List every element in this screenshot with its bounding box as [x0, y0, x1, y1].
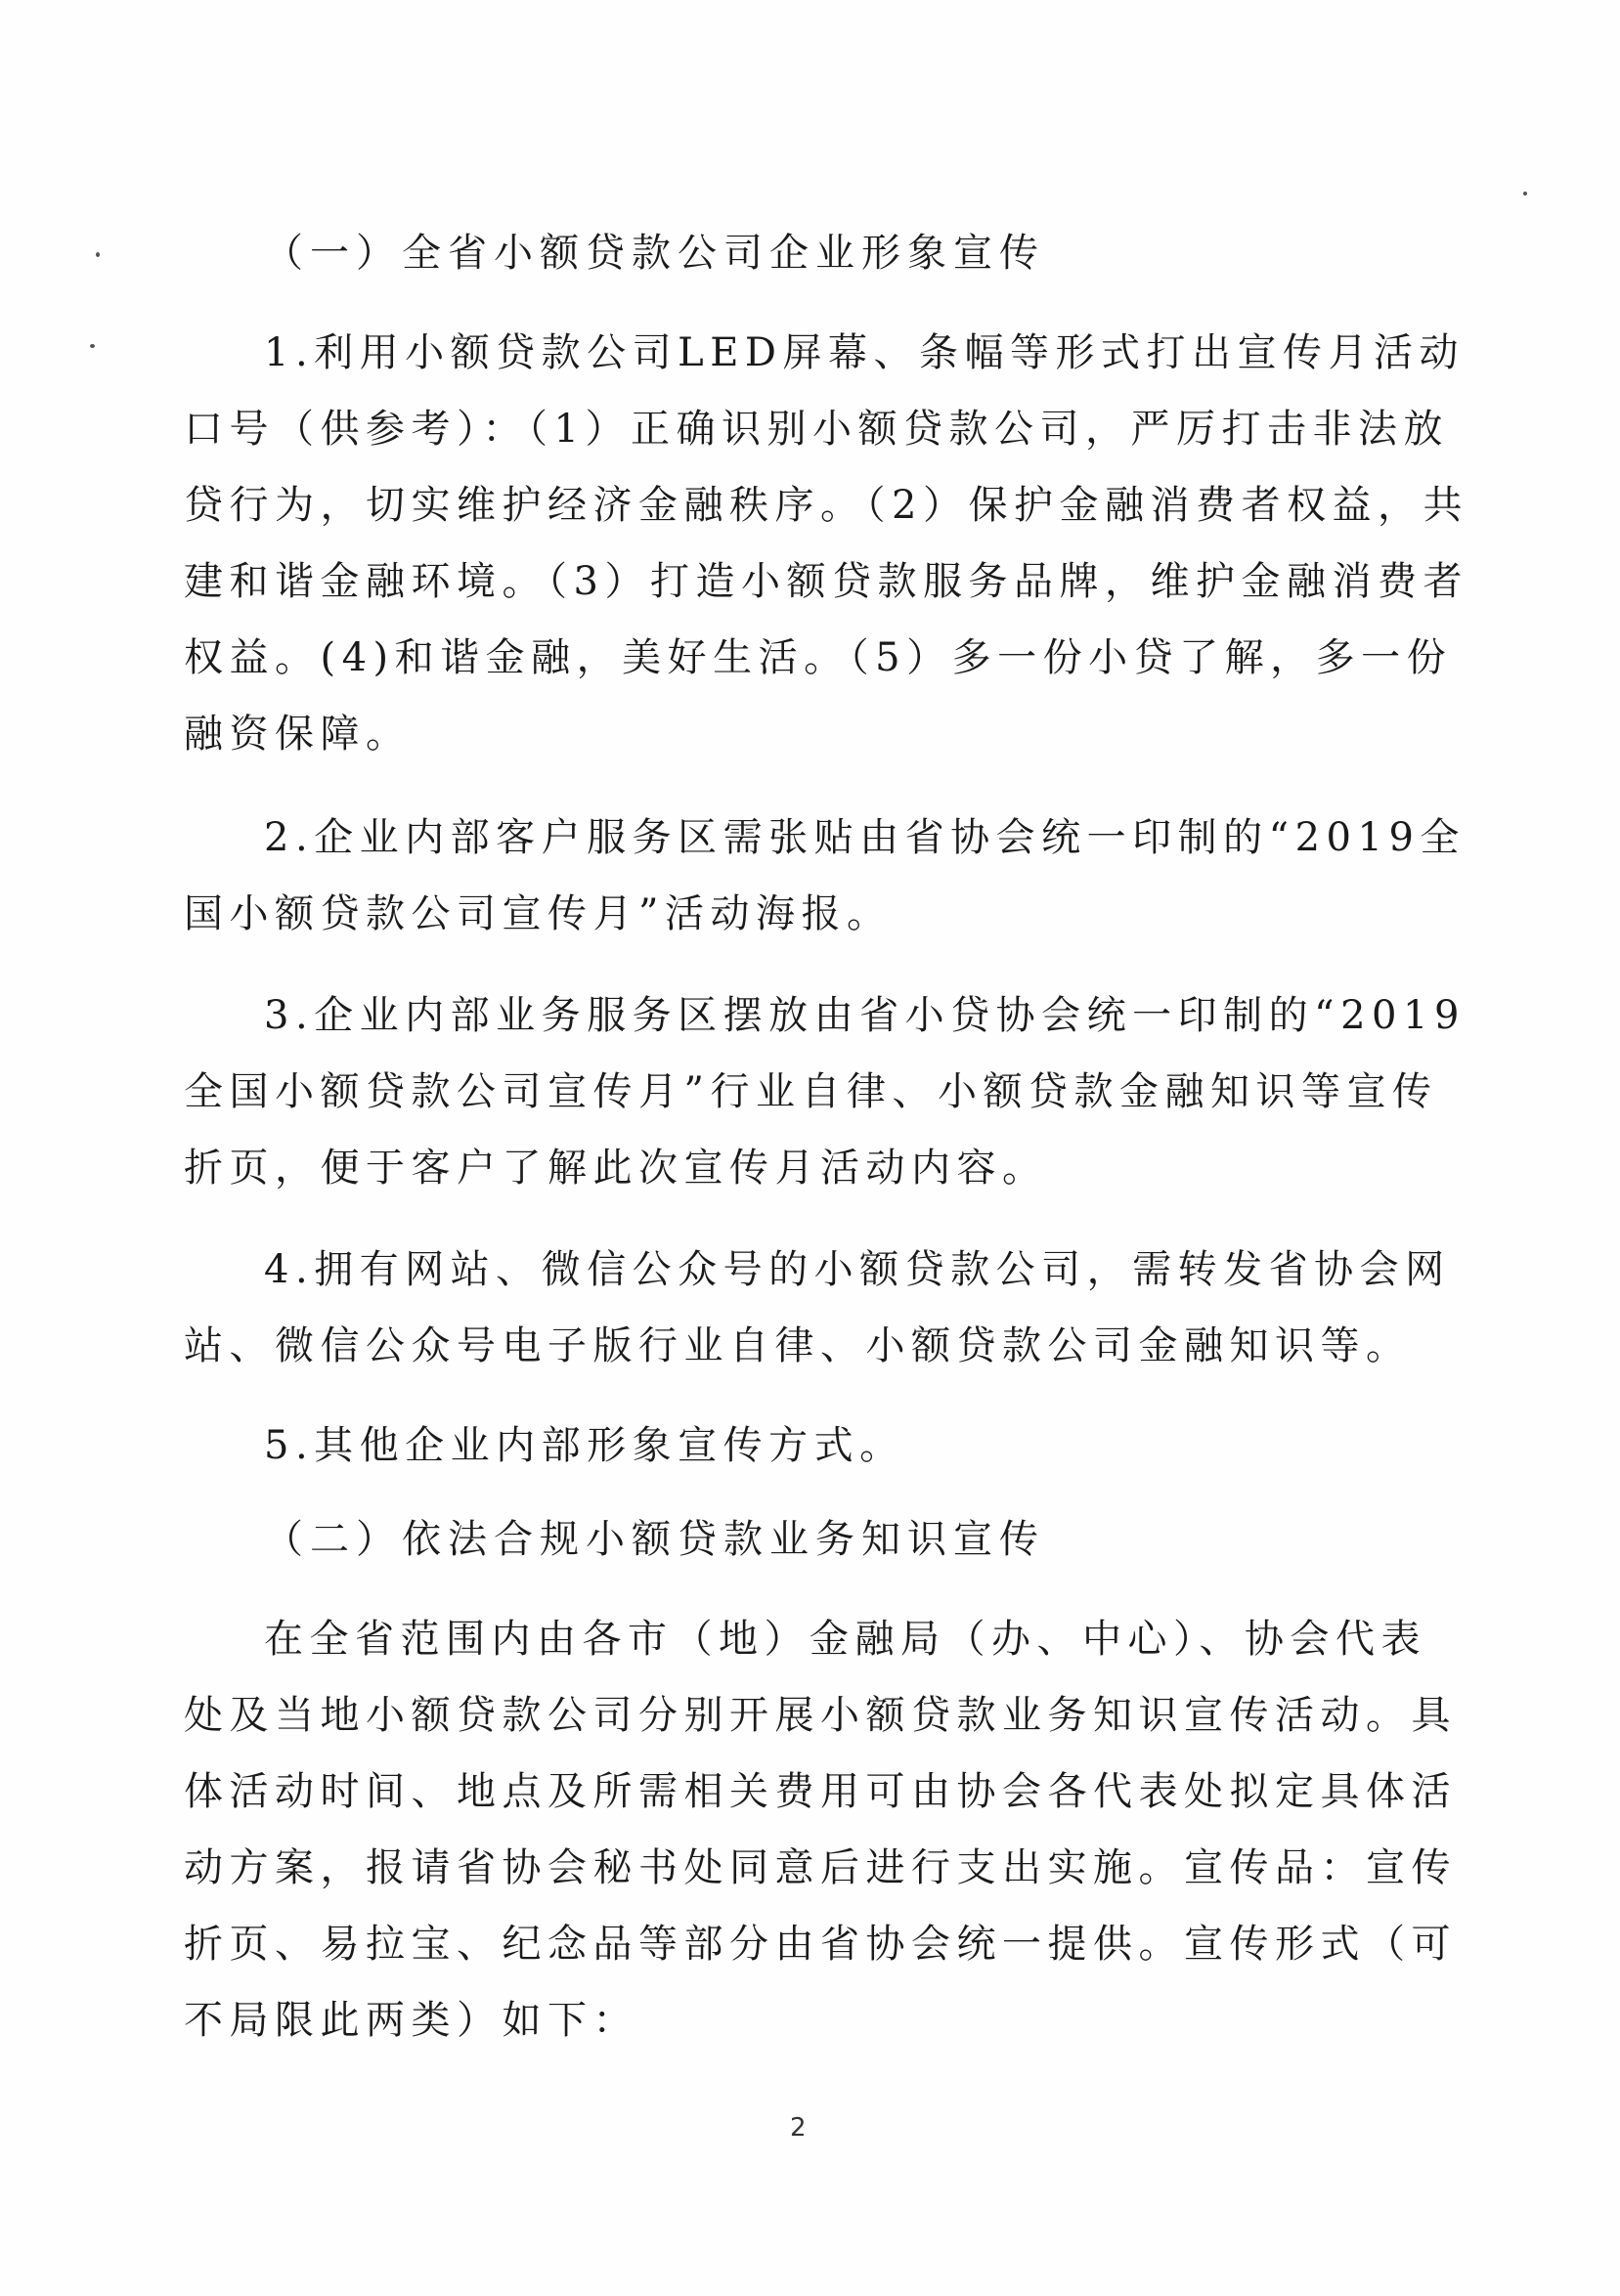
- item-1-line-1: 1.利用小额贷款公司LED屏幕、条幅等形式打出宣传月活动: [264, 330, 1465, 375]
- item-1-line-6: 融资保障。: [184, 712, 412, 757]
- item-1-line-2: 口号（供参考）：（1）正确识别小额贷款公司，严厉打击非法放: [184, 407, 1449, 452]
- section-two-heading: （二）依法合规小额贷款业务知识宣传: [264, 1517, 1045, 1562]
- item-3-line-3: 折页，便于客户了解此次宣传月活动内容。: [184, 1146, 1048, 1191]
- section-two-line-1: 在全省范围内由各市（地）金融局（办、中心）、协会代表: [264, 1617, 1426, 1662]
- section-two-line-5: 折页、易拉宝、纪念品等部分由省协会统一提供。宣传形式（可: [184, 1922, 1457, 1967]
- item-2-line-1: 2.企业内部客户服务区需张贴由省协会统一印制的“2019全: [264, 815, 1466, 860]
- page-number: 2: [790, 2113, 807, 2143]
- item-1-line-5: 权益。(4)和谐金融，美好生活。（5）多一份小贷了解，多一份: [184, 635, 1453, 680]
- scan-speck: [1523, 192, 1527, 195]
- section-one-heading: （一）全省小额贷款公司企业形象宣传: [264, 231, 1045, 276]
- section-two-line-4: 动方案，报请省协会秘书处同意后进行支出实施。宣传品：宣传: [184, 1845, 1457, 1890]
- scan-speck: [90, 344, 95, 348]
- item-4-line-2: 站、微信公众号电子版行业自律、小额贷款公司金融知识等。: [184, 1323, 1412, 1368]
- section-two-line-3: 体活动时间、地点及所需相关费用可由协会各代表处拟定具体活: [184, 1769, 1457, 1814]
- item-1-line-3: 贷行为，切实维护经济金融秩序。（2）保护金融消费者权益，共: [184, 483, 1468, 528]
- item-3-line-2: 全国小额贷款公司宣传月”行业自律、小额贷款金融知识等宣传: [184, 1069, 1438, 1114]
- item-2-line-2: 国小额贷款公司宣传月”活动海报。: [184, 891, 893, 936]
- item-4-line-1: 4.拥有网站、微信公众号的小额贷款公司，需转发省协会网: [264, 1247, 1451, 1292]
- item-5-line-1: 5.其他企业内部形象宣传方式。: [264, 1423, 905, 1468]
- item-1-line-4: 建和谐金融环境。（3）打造小额贷款服务品牌，维护金融消费者: [184, 559, 1468, 604]
- section-two-line-2: 处及当地小额贷款公司分别开展小额贷款业务知识宣传活动。具: [184, 1693, 1457, 1738]
- section-two-line-6: 不局限此两类）如下：: [184, 1998, 638, 2043]
- scan-speck: [96, 252, 100, 257]
- item-3-line-1: 3.企业内部业务服务区摆放由省小贷协会统一印制的“2019: [264, 993, 1466, 1038]
